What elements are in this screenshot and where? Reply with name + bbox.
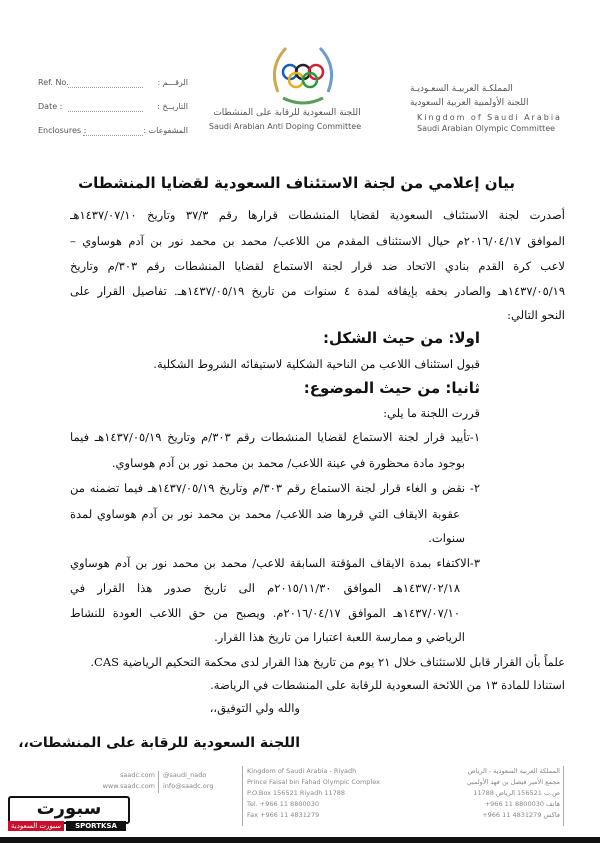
scan-border (0, 837, 600, 843)
ref-no-label: Ref. No. (38, 78, 69, 87)
appeal-note: علماً بأن القرار قابل للاستئناف خلال ٢١ يوم من تاريخ هذا القرار لدى محكمة التحكيم الرياضية CAS. (90, 655, 565, 669)
regulation-note: استنادا للمادة ١٣ من اللائحة السعودية للرقابة على المنشطات في الرياضة. (210, 678, 565, 692)
website-short[interactable]: saadc.com (119, 771, 155, 779)
saadc-logo (268, 42, 338, 108)
section-2-intro: قررت اللجنة ما يلي: (383, 406, 480, 420)
intro-line: النحو التالي: (507, 308, 565, 322)
intro-line: لاعب كرة القدم بنادي الاتحاد ضد قرار لجنة الاستماع لقضايا المنشطات رقم ٣٠٣/م وتاريخ (70, 259, 565, 273)
footer-social-right (163, 770, 213, 792)
item-3-line: الرياضي و ممارسة اللعبة اعتبارا من تاريخ هذا القرار. (214, 630, 465, 644)
olympic-committee-ar: اللجنة الأولمبية العربية السعودية (410, 98, 529, 108)
section-2-heading: ثانيا: من حيث الموضوع: (303, 379, 480, 397)
intro-line: ١٤٣٧/٠٥/١٩هـ والصادر بحقه بإيقافه لمدة ٤ سنوات من تاريخ ١٤٣٧/٠٥/١٩هـ. تفاصيل القرار على (70, 284, 565, 298)
address-ar-line: هاتف 8800030 11 966+ (484, 800, 560, 808)
kingdom-ar: المملكـة العربيـة السعـوديـة (410, 84, 513, 94)
sportksa-watermark-logo: سبورت سبورت السعودية SPORTKSA (8, 796, 126, 832)
address-ar-line: المملكة العربية السعودية - الرياض (467, 767, 560, 775)
footer-social-left (55, 770, 155, 792)
document-title: بيان إعلامي من لجنة الاستئناف السعودية لقضايا المنشطات (78, 174, 515, 192)
signature: اللجنة السعودية للرقابة على المنشطات،، (18, 735, 300, 751)
intro-line: أصدرت لجنة الاستئناف السعودية لقضايا المنشطات قرارها رقم ٣٧/٣ وتاريخ ١٤٣٧/٠٧/١٠هـ (70, 208, 565, 222)
address-en-line: Tel. +966 11 8800030 (247, 800, 320, 808)
intro-line: الموافق ٢٠١٦/٠٤/١٧م حيال الاستئناف المقدم من اللاعب/ محمد بن محمد نور بن آدم هوساوي – (70, 234, 565, 248)
twitter-handle[interactable]: @saudi_nado (163, 771, 207, 779)
email[interactable]: info@saadc.org (163, 782, 214, 790)
address-ar-line: ص.ب 156521 الرياض 11788 (473, 789, 560, 797)
website[interactable]: www.saadc.com (102, 782, 155, 790)
address-en-line: Fax +966 11 4831279 (247, 811, 320, 819)
address-en-line: Prince Faisal bin Fahad Olympic Complex (247, 778, 380, 786)
address-ar-line: مجمع الأمير فيصل بن فهد الأولمبي (466, 778, 560, 786)
item-2-line: ٢- نقض و الغاء قرار لجنة الاستماع رقم ٣٠٣/م وتاريخ ١٤٣٧/٠٥/١٩هـ فيما تضمنه من (70, 481, 480, 495)
olympic-committee-en: Saudi Arabian Olympic Committee (417, 124, 556, 133)
section-1-heading: اولا: من حيث الشكل: (322, 329, 480, 347)
address-en (247, 766, 380, 821)
closing: والله ولي التوفيق،، (209, 701, 300, 715)
enclosures-label-ar: المشفوعات : (143, 126, 188, 135)
watermark-en: SPORTKSA (66, 821, 126, 831)
saadc-name-en: Saudi Arabian Anti Doping Committee (208, 122, 362, 131)
watermark-ar: سبورت السعودية (8, 821, 64, 831)
item-1-line: ١-تأييد قرار لجنة الاستماع لقضايا المنشطات رقم ٣٠٣/م وتاريخ ١٤٣٧/٠٥/١٩هـ فيما (70, 430, 480, 444)
item-3-line: ١٤٣٧/٠٢/١٨هـ الموافق ٢٠١٥/١١/٣٠م الى تاريخ صدور هذا القرار في (70, 581, 460, 595)
kingdom-en: Kingdom of Saudi Arabia (417, 113, 562, 122)
ref-no-label-ar: الرقـــم : (157, 78, 188, 87)
item-3-line: ١٤٣٧/٠٧/١٠هـ الموافق ٢٠١٦/٠٤/١٧م. ويصبح من حق اللاعب العودة للنشاط (70, 606, 460, 620)
saadc-name-ar: اللجنة السعودية للرقابة على المنشطات (213, 108, 361, 118)
item-1-line: بوجود مادة محظورة في عينة اللاعب/ محمد بن محمد نور بن آدم هوساوي. (111, 456, 465, 470)
section-1-text: قبول استئناف اللاعب من الناحية الشكلية لاستيفائه الشروط الشكلية. (153, 357, 480, 371)
item-2-line: سنوات. (428, 531, 465, 545)
address-ar (467, 766, 560, 821)
enclosures-label: Enclosures : (38, 126, 87, 135)
item-3-line: ٣-الاكتفاء بمدة الايقاف المؤقتة السابقة للاعب/ محمد بن محمد نور بن آدم هوساوي (70, 556, 480, 570)
address-en-line: P.O.Box 156521 Riyadh 11788 (247, 789, 346, 797)
item-2-line: عقوبة الايقاف التي قررها ضد اللاعب/ محمد بن محمد نور بن آدم هوساوي لمدة (70, 507, 460, 521)
address-ar-line: فاكس 4831279 11 966+ (482, 811, 560, 819)
address-en-line: Kingdom of Saudi Arabia - Riyadh (247, 767, 357, 775)
date-label-ar: التاريــخ : (157, 102, 188, 111)
date-label: Date : (38, 102, 63, 111)
